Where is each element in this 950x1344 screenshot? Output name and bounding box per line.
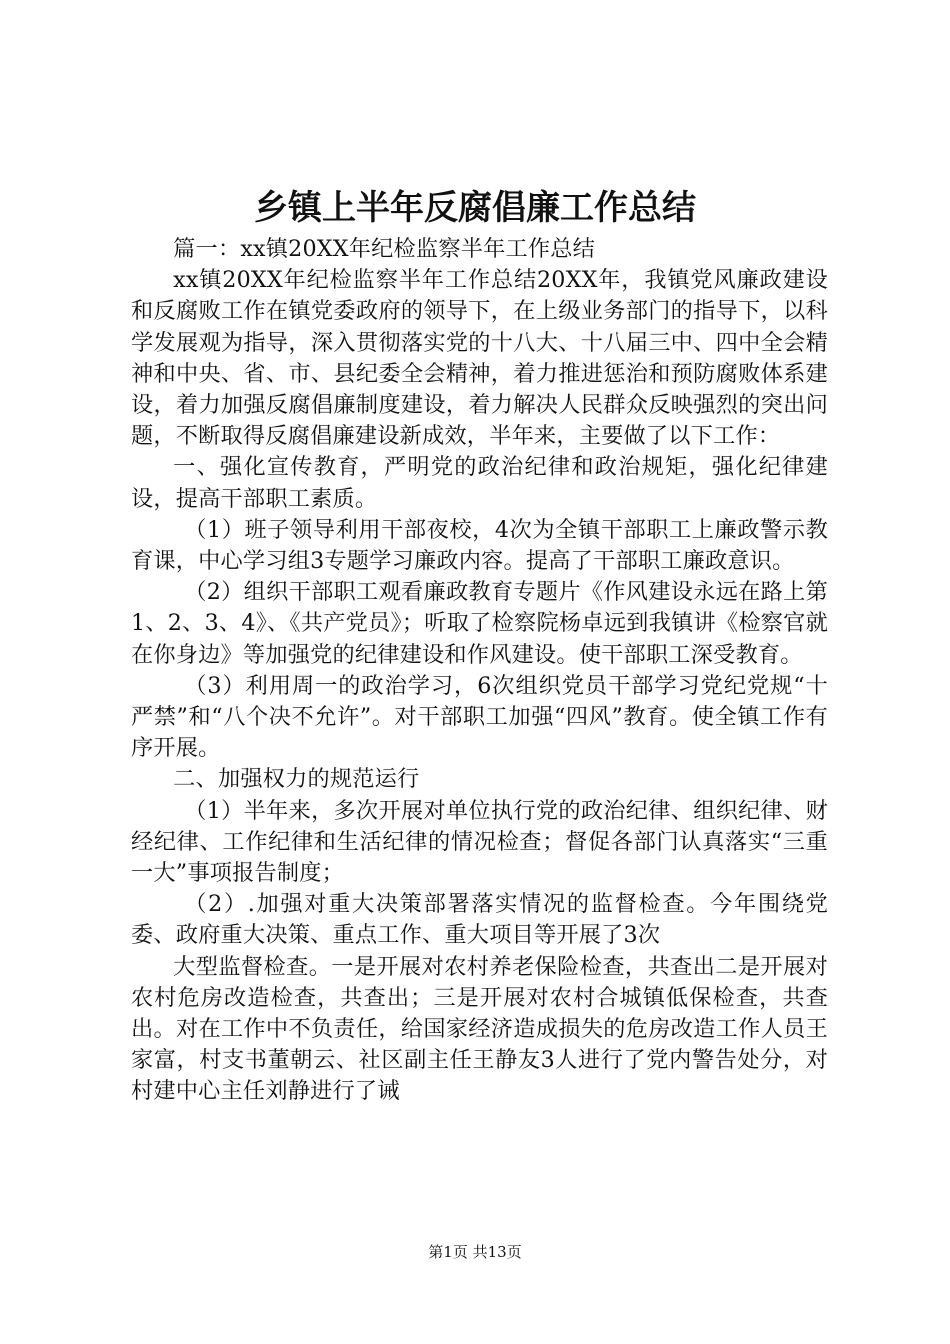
paragraph-section-one: 一、强化宣传教育，严明党的政治纪律和政治规矩，强化纪律建设，提高干部职工素质。: [131, 454, 828, 512]
paragraph-item-2-2: （2）.加强对重大决策部署落实情况的监督检查。今年围绕党委、政府重大决策、重点工作、重大项目等开展了3次: [131, 891, 828, 949]
paragraph-item-1: （1）班子领导利用干部夜校，4次为全镇干部职工上廉政警示教育课，中心学习组3专题学习廉政内容。提高了干部职工廉政意识。: [131, 516, 828, 575]
paragraph-inspection: 大型监督检查。一是开展对农村养老保险检查，共查出二是开展对农村危房改造检查，共查出；三是开展对农村合城镇低保检查，共查出。对在工作中不负责任，给国家经济造成损失的危房改造工作人员王家富，村支书董朝云、社区副主任王静友3人进行了党内警告处分，对村建中心主任刘静进行了诫: [131, 953, 828, 1105]
document-body: [131, 234, 828, 1108]
paragraph-intro: xx镇20XX年纪检监察半年工作总结20XX年，我镇党风廉政建设和反腐败工作在镇党委政府的领导下，在上级业务部门的指导下，以科学发展观为指导，深入贯彻落实党的十八大、十八届三中、四中全会精神和中央、省、市、县纪委全会精神，着力推进惩治和预防腐败体系建设，着力加强反腐倡廉制度建设，着力解决人民群众反映强烈的突出问题，不断取得反腐倡廉建设新成效，半年来，主要做了以下工作：: [131, 267, 828, 450]
paragraph-heading: 篇一：xx镇20XX年纪检监察半年工作总结: [173, 236, 596, 262]
paragraph-item-2-1: （1）半年来，多次开展对单位执行党的政治纪律、组织纪律、财经纪律、工作纪律和生活纪律的情况检查；督促各部门认真落实“三重一大”事项报告制度；: [131, 797, 828, 887]
paragraph-item-3: （3）利用周一的政治学习，6次组织党员干部学习党纪党规“十严禁”和“八个决不允许”。对干部职工加强“四风”教育。使全镇工作有序开展。: [131, 672, 828, 762]
paragraph-item-2: （2）组织干部职工观看廉政教育专题片《作风建设永远在路上第1、2、3、4》、《共产党员》；听取了检察院杨卓远到我镇讲《检察官就在你身边》等加强党的纪律建设和作风建设。使干部职工深受教育。: [131, 579, 828, 668]
page-number: 第1页 共13页: [428, 1243, 522, 1261]
paragraph-section-two: 二、加强权力的规范运行: [173, 766, 420, 793]
document-title: 乡镇上半年反腐倡廉工作总结: [254, 188, 696, 228]
